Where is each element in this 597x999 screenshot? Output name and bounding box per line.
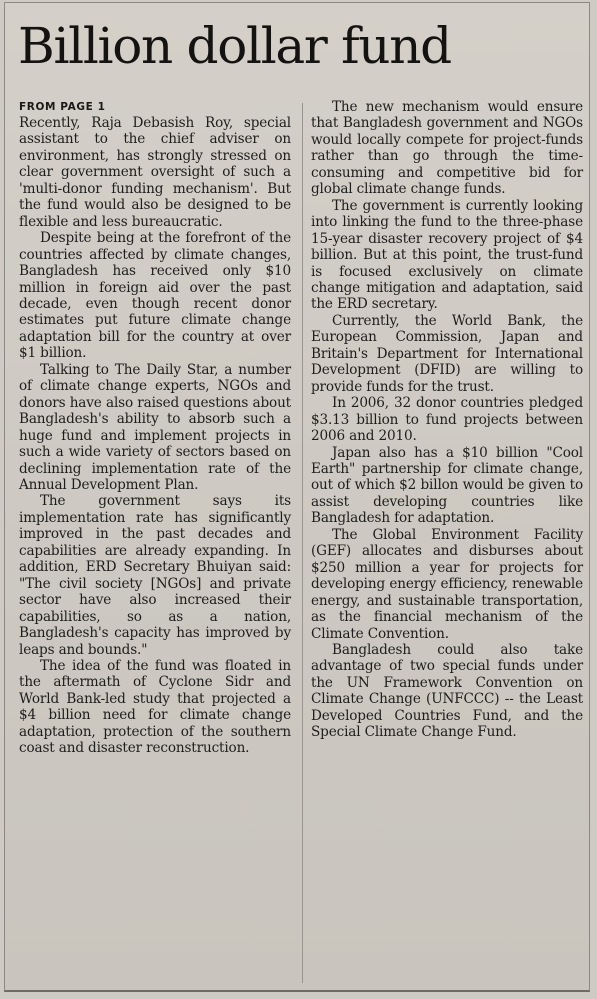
paragraph: Japan also has a $10 billion "Cool Earth" partnership for climate change, out of which $2 billon would be given to assist developing countries like Bangladesh for adaptation. [311, 444, 583, 527]
column-divider [302, 103, 303, 983]
paragraph: The government is currently looking into linking the fund to the three-phase 15-year disaster recovery project of $4 billion. But at this point, the trust-fund is focused exclusively on climate change mitigation and adaptation, said the ERD secretary. [311, 197, 583, 313]
headline: Billion dollar fund [18, 17, 451, 75]
paragraph: The Global Environment Facility (GEF) allocates and disburses about $250 million a year for projects for developing energy efficiency, renewable energy, and sustainable transportation, as the financial mechanism of the Climate Convention. [311, 526, 583, 642]
paragraph: Despite being at the forefront of the countries affected by climate changes, Bangladesh has received only $10 million in foreign aid over the past decade, even though recent donor estimates put future climate change adaptation bill for the country at over $1 billion. [19, 230, 291, 362]
kicker-from-page: FROM PAGE 1 [19, 101, 106, 113]
paragraph: Currently, the World Bank, the European Commission, Japan and Britain's Department for International Development (DFID) are willing to provide funds for the trust. [311, 312, 583, 395]
paragraph: Bangladesh could also take advantage of two special funds under the UN Framework Convention on Climate Change (UNFCCC) -- the Least Developed Countries Fund, and the Special Climate Change Fund. [311, 641, 583, 741]
newspaper-clipping [4, 2, 590, 992]
paragraph: The new mechanism would ensure that Bangladesh government and NGOs would locally compete for project-funds rather than go through the time-consuming and competitive bid for global climate change funds. [311, 99, 583, 198]
paragraph: Recently, Raja Debasish Roy, special assistant to the chief adviser on environment, has strongly stressed on clear government oversight of such a 'multi-donor funding mechanism'. But the fund would also be designed to be flexible and less bureaucratic. [19, 115, 291, 230]
paragraph: The idea of the fund was floated in the aftermath of Cyclone Sidr and World Bank-led study that projected a $4 billion need for climate change adaptation, protection of the southern coast and disaster reconstruction. [19, 657, 291, 757]
paragraph: In 2006, 32 donor countries pledged $3.13 billion to fund projects between 2006 and 2010. [311, 395, 583, 445]
left-column [19, 101, 291, 757]
right-column [311, 99, 583, 741]
paragraph: Talking to The Daily Star, a number of climate change experts, NGOs and donors have also raised questions about Bangladesh's ability to absorb such a huge fund and implement projects in such a wide variety of sectors based on declining implementation rate of the Annual Development Plan. [19, 361, 291, 493]
paragraph: The government says its implementation rate has significantly improved in the past decades and capabilities are already expanding. In addition, ERD Secretary Bhuiyan said: "The civil society [NGOs] and private sector have also increased their capabilities, so as a nation, Bangladesh's capacity has improved by leaps and bounds." [19, 493, 291, 658]
